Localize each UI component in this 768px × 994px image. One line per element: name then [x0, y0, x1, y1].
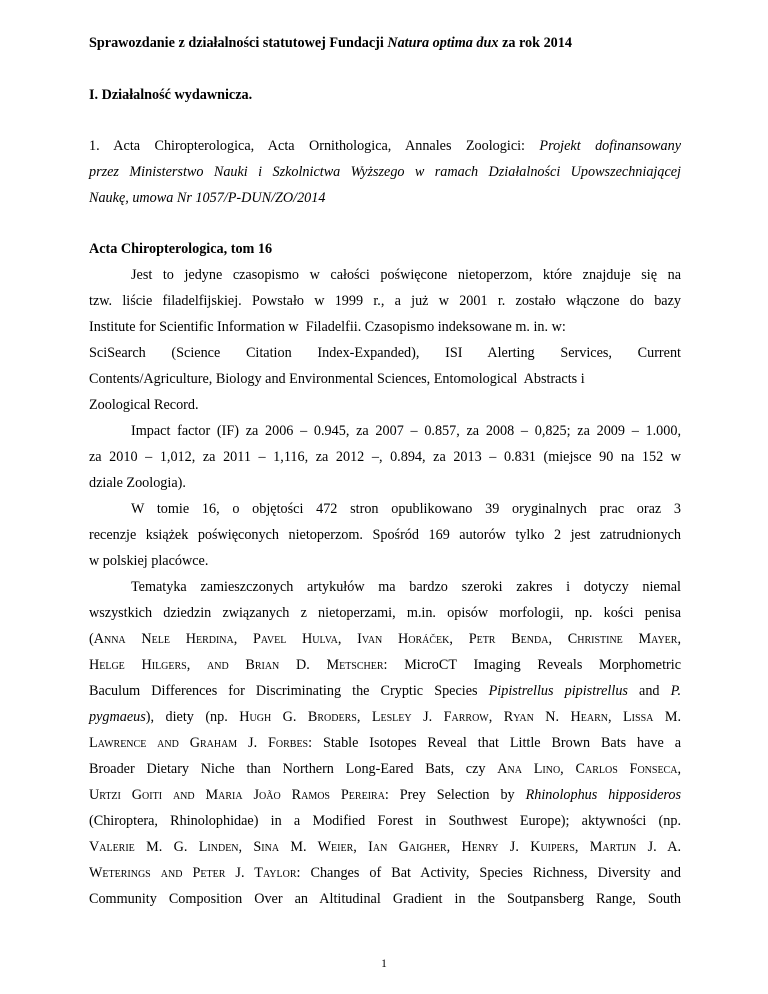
acta-p4-line9: Urtzi Goiti and Maria João Ramos Pereira: Prey Selection by Rhinolophus hipposideros [89, 787, 681, 803]
acta-p4-line3: (Anna Nele Herdina, Pavel Hulva, Ivan Horáček, Petr Benda, Christine Mayer, [89, 631, 681, 647]
acta-p3-line1: W tomie 16, o objętości 472 stron opublikowano 39 oryginalnych prac oraz 3 [131, 501, 681, 517]
acta-p2-line3: dziale Zoologia). [89, 475, 186, 491]
acta-p4-line10: (Chiroptera, Rhinolophidae) in a Modified Forest in Southwest Europe); aktywności (np. [89, 813, 681, 829]
acta-p3-line2: recenzje książek poświęconych nietoperzom. Spośród 169 autorów tylko 2 jest zatrudnionych [89, 527, 681, 543]
acta-p1-line4: SciSearch (Science Citation Index-Expanded), ISI Alerting Services, Current [89, 345, 681, 361]
acta-title: Acta Chiropterologica, tom 16 [89, 241, 273, 257]
acta-p1-line2: tzw. liście filadelfijskiej. Powstało w 1999 r., a już w 2001 r. zostało włączone do bazy [89, 293, 681, 309]
section-title-publishing: I. Działalność wydawnicza. [89, 87, 253, 103]
acta-p1-line5: Contents/Agriculture, Biology and Environmental Sciences, Entomological Abstracts i [89, 371, 585, 387]
document-heading: Sprawozdanie z działalności statutowej Fundacji Natura optima dux za rok 2014 [89, 35, 572, 51]
acta-p1-line6: Zoological Record. [89, 397, 199, 413]
acta-p4-line6: pygmaeus), diety (np. Hugh G. Broders, Lesley J. Farrow, Ryan N. Hearn, Lissa M. [89, 709, 681, 725]
page-number: 1 [381, 958, 387, 970]
acta-p1-line3: Institute for Scientific Information w Filadelfii. Czasopismo indeksowane m. in. w: [89, 319, 566, 335]
acta-p4-line2: wszystkich dziedzin związanych z nietoperzami, m.in. opisów morfologii, np. kości penisa [89, 605, 681, 621]
acta-p2-line2: za 2010 – 1,012, za 2011 – 1,116, za 2012 –, 0.894, za 2013 – 0.831 (miejsce 90 na 152 w [89, 449, 681, 465]
acta-p4-line1: Tematyka zamieszczonych artykułów ma bardzo szeroki zakres i dotyczy niemal [131, 579, 681, 595]
acta-p4-line12: Weterings and Peter J. Taylor: Changes of Bat Activity, Species Richness, Diversity and [89, 865, 681, 881]
acta-p2-line1: Impact factor (IF) za 2006 – 0.945, za 2007 – 0.857, za 2008 – 0,825; za 2009 – 1.000, [131, 423, 681, 439]
acta-p4-line4: Helge Hilgers, and Brian D. Metscher: MicroCT Imaging Reveals Morphometric [89, 657, 681, 673]
acta-p4-line8: Broader Dietary Niche than Northern Long-Eared Bats, czy Ana Lino, Carlos Fonseca, [89, 761, 681, 777]
item1-line1: 1. Acta Chiropterologica, Acta Ornithologica, Annales Zoologici: Projekt dofinansowany [89, 138, 681, 154]
item1-line2: przez Ministerstwo Nauki i Szkolnictwa Wyższego w ramach Działalności Upowszechniającej [89, 164, 681, 180]
acta-p4-line5: Baculum Differences for Discriminating the Cryptic Species Pipistrellus pipistrellus and P. [89, 683, 681, 699]
acta-p4-line11: Valerie M. G. Linden, Sina M. Weier, Ian Gaigher, Henry J. Kuipers, Martijn J. A. [89, 839, 681, 855]
acta-p3-line3: w polskiej placówce. [89, 553, 209, 569]
acta-p1-line1: Jest to jedyne czasopismo w całości poświęcone nietoperzom, które znajduje się na [131, 267, 681, 283]
acta-p4-line13: Community Composition Over an Altitudinal Gradient in the Soutpansberg Range, South [89, 891, 681, 907]
acta-p4-line7: Lawrence and Graham J. Forbes: Stable Isotopes Reveal that Little Brown Bats have a [89, 735, 681, 751]
item1-line3: Naukę, umowa Nr 1057/P-DUN/ZO/2014 [89, 190, 326, 206]
